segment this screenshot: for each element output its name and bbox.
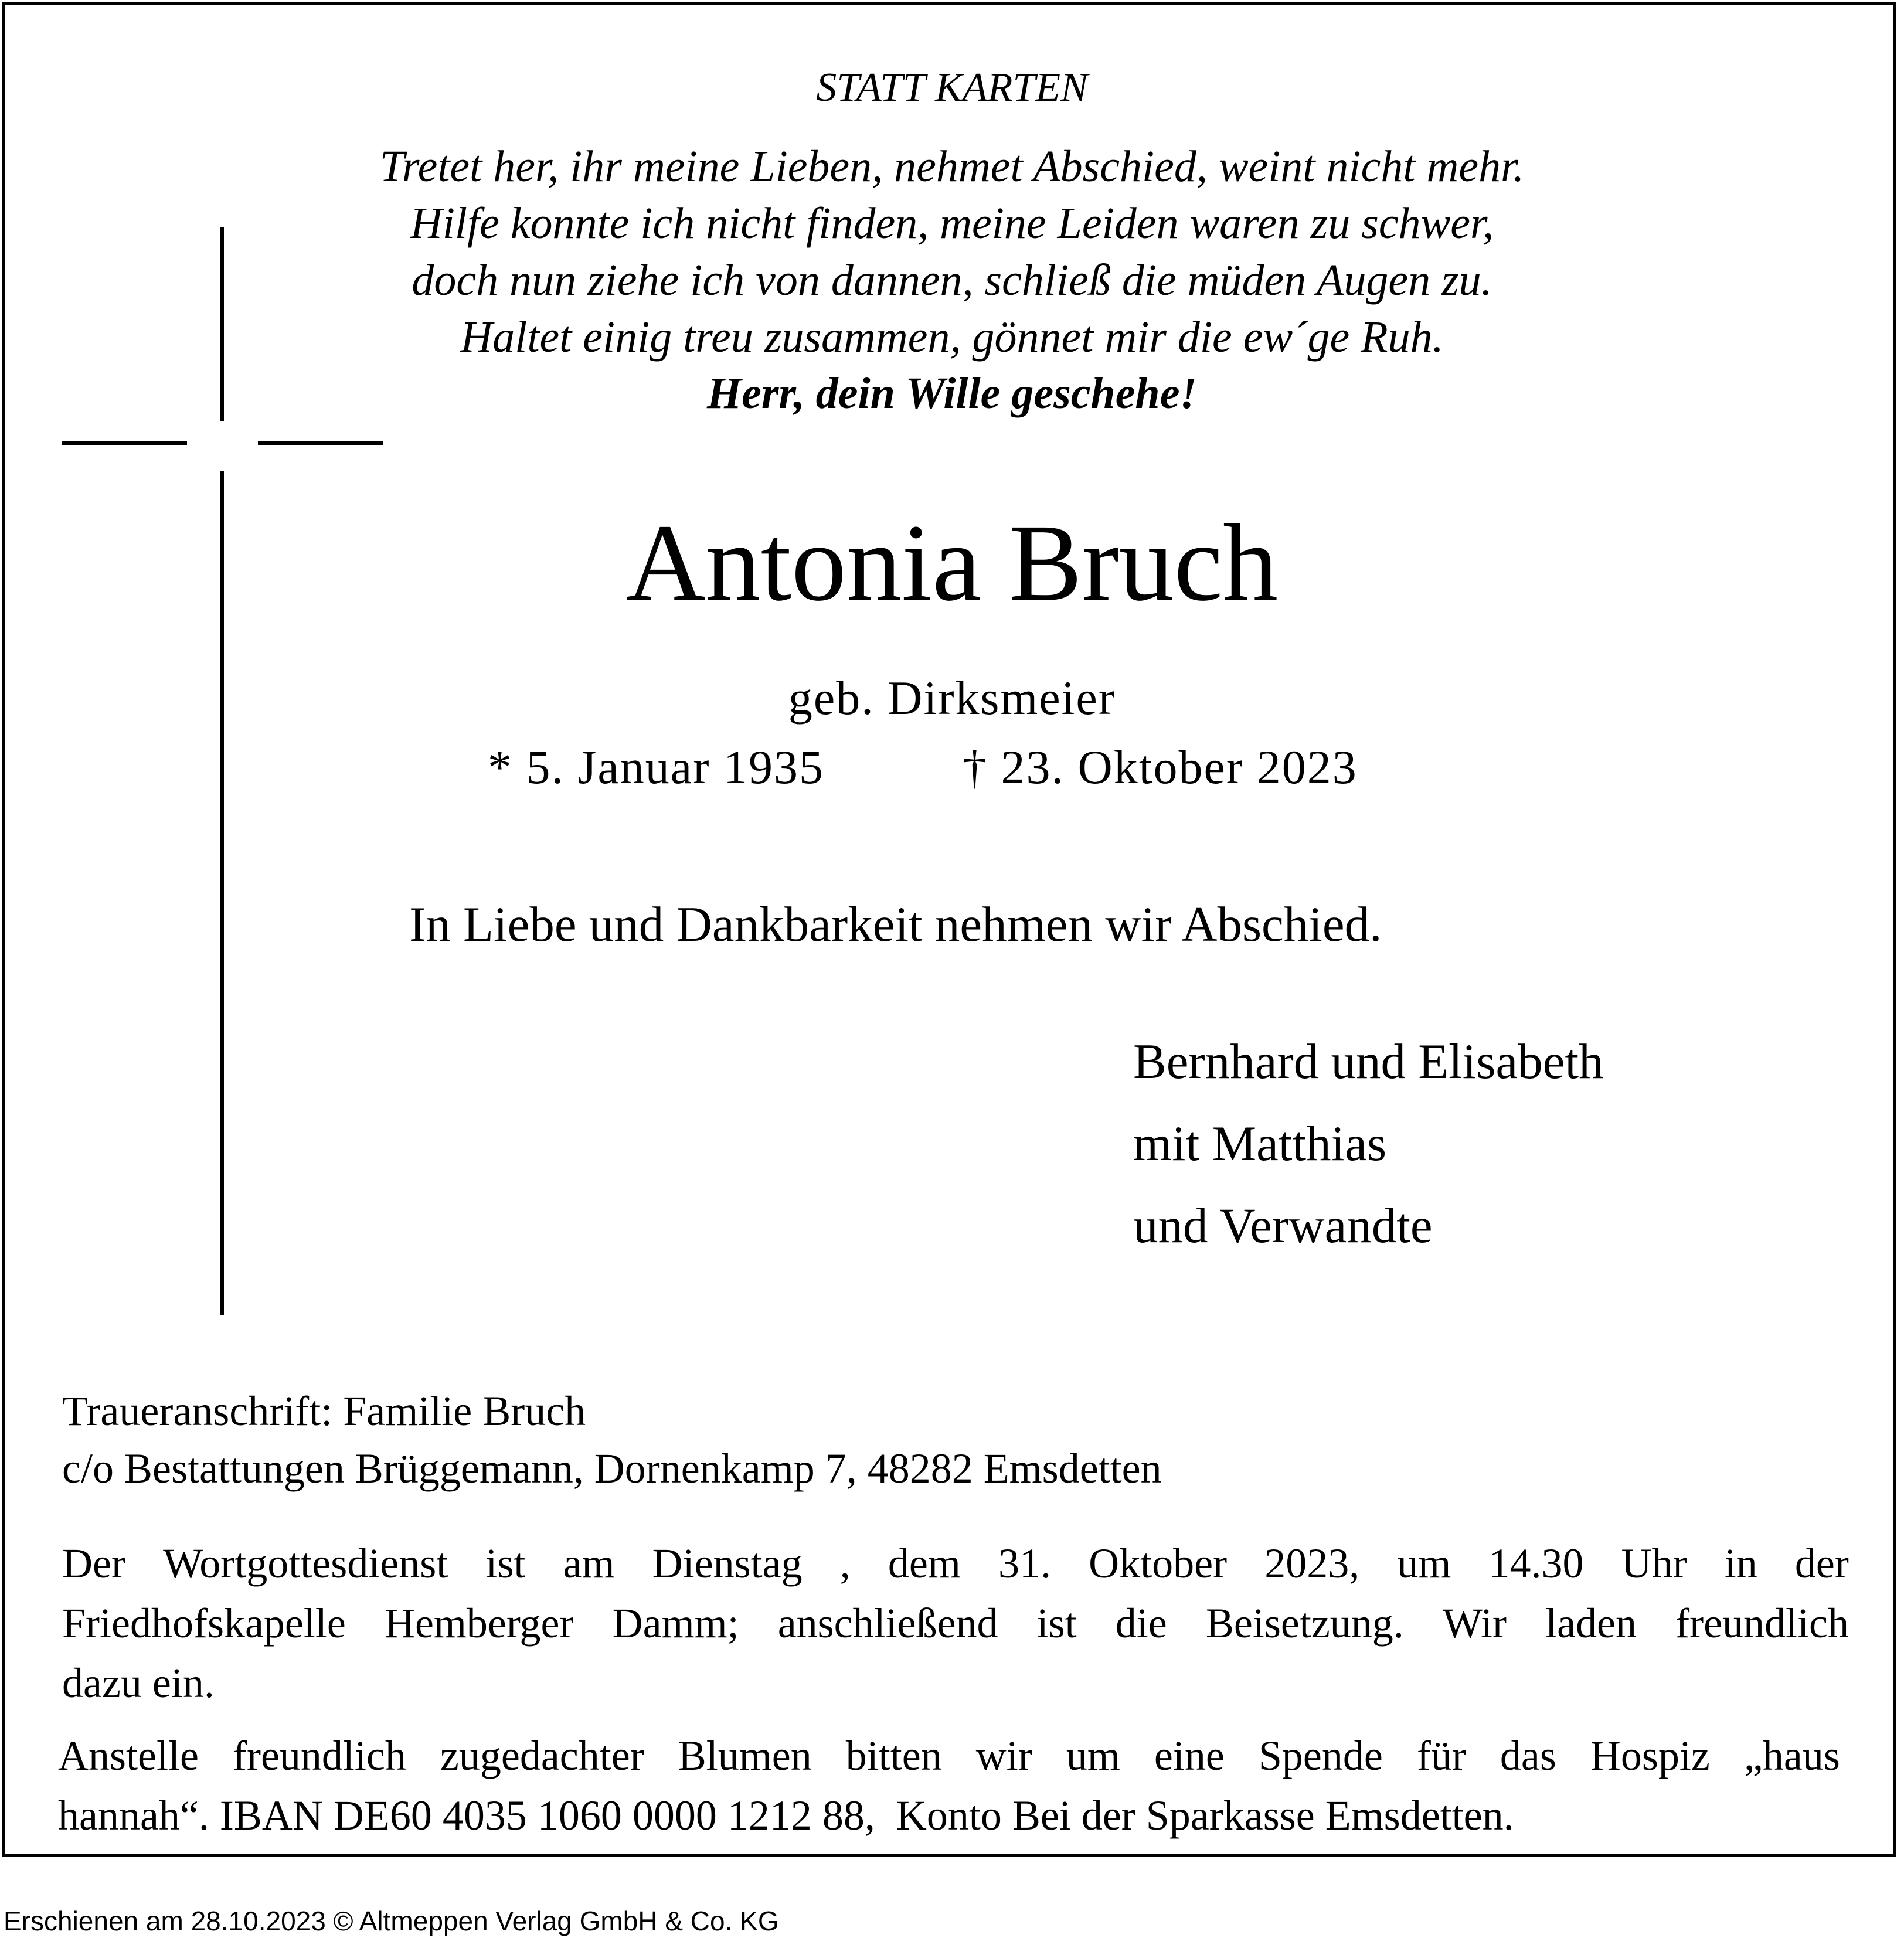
- service-line: [62, 1593, 1849, 1653]
- word: am: [563, 1540, 615, 1587]
- word: Dienstag: [652, 1540, 803, 1587]
- deceased-name: Antonia Bruch: [625, 501, 1279, 624]
- word: 2023,: [1264, 1540, 1360, 1587]
- word: Hemberger: [384, 1600, 574, 1647]
- word: „haus: [1743, 1732, 1840, 1779]
- family-line: mit Matthias: [1133, 1116, 1387, 1171]
- cross-upper-bar: [220, 227, 224, 421]
- word: Oktober: [1089, 1540, 1228, 1587]
- word: 14.30: [1488, 1540, 1584, 1587]
- service-line: dazu ein.: [62, 1660, 215, 1706]
- word: Der: [62, 1540, 125, 1587]
- word: Hospiz: [1590, 1732, 1710, 1779]
- word: Uhr: [1621, 1540, 1687, 1587]
- word: Blumen: [678, 1732, 812, 1779]
- service-line: [62, 1534, 1849, 1593]
- publication-footer: Erschienen am 28.10.2023 © Altmeppen Verlag GmbH & Co. KG: [4, 1906, 779, 1936]
- word: anschließend: [777, 1600, 998, 1647]
- word: Wortgottesdienst: [163, 1540, 448, 1587]
- word: laden: [1545, 1600, 1637, 1647]
- cross-left-bar: [62, 441, 187, 445]
- farewell-text: In Liebe und Dankbarkeit nehmen wir Abschied.: [409, 897, 1382, 952]
- word: Spende: [1258, 1732, 1383, 1779]
- word: das: [1500, 1732, 1556, 1779]
- poem-final-line: Herr, dein Wille geschehe!: [707, 369, 1197, 418]
- word: um: [1066, 1732, 1120, 1779]
- word: Anstelle: [58, 1732, 199, 1779]
- mourning-address-line: c/o Bestattungen Brüggemann, Dornenkamp 7, 48282 Emsdetten: [62, 1445, 1162, 1492]
- donation-line: [58, 1726, 1840, 1786]
- maiden-name: geb. Dirksmeier: [788, 671, 1116, 725]
- family-line: und Verwandte: [1133, 1198, 1433, 1253]
- word: freundlich: [233, 1732, 406, 1779]
- family-line: Bernhard und Elisabeth: [1133, 1034, 1604, 1089]
- death-date: † 23. Oktober 2023: [963, 740, 1358, 794]
- word: dem: [888, 1540, 961, 1587]
- word: ist: [1036, 1600, 1077, 1647]
- word: Wir: [1442, 1600, 1507, 1647]
- word: wir: [975, 1732, 1032, 1779]
- word: Damm;: [612, 1600, 739, 1647]
- word: der: [1794, 1540, 1849, 1587]
- word: ist: [485, 1540, 526, 1587]
- word: ,: [839, 1540, 851, 1587]
- word: zugedachter: [440, 1732, 644, 1779]
- word: für: [1416, 1732, 1466, 1779]
- word: bitten: [845, 1732, 942, 1779]
- word: freundlich: [1675, 1600, 1849, 1647]
- word: in: [1724, 1540, 1757, 1587]
- poem-line: Hilfe konnte ich nicht finden, meine Leiden waren zu schwer,: [410, 199, 1494, 248]
- word: um: [1397, 1540, 1451, 1587]
- poem-line: Haltet einig treu zusammen, gönnet mir die ew´ge Ruh.: [460, 312, 1444, 362]
- word: Beisetzung.: [1205, 1600, 1404, 1647]
- poem-line: Tretet her, ihr meine Lieben, nehmet Abschied, weint nicht mehr.: [379, 142, 1525, 191]
- word: die: [1115, 1600, 1167, 1647]
- birth-date: * 5. Januar 1935: [488, 740, 825, 794]
- poem-line: doch nun ziehe ich von dannen, schließ die müden Augen zu.: [412, 256, 1492, 305]
- mourning-address-line: Traueranschrift: Familie Bruch: [62, 1388, 586, 1434]
- word: Friedhofskapelle: [62, 1600, 346, 1647]
- header-statt-karten: STATT KARTEN: [816, 65, 1088, 110]
- cross-right-bar: [258, 441, 383, 445]
- word: 31.: [998, 1540, 1051, 1587]
- donation-line: hannah“. IBAN DE60 4035 1060 0000 1212 88, Konto Bei der Sparkasse Emsdetten.: [58, 1792, 1514, 1839]
- word: eine: [1154, 1732, 1225, 1779]
- poem: [0, 138, 1904, 366]
